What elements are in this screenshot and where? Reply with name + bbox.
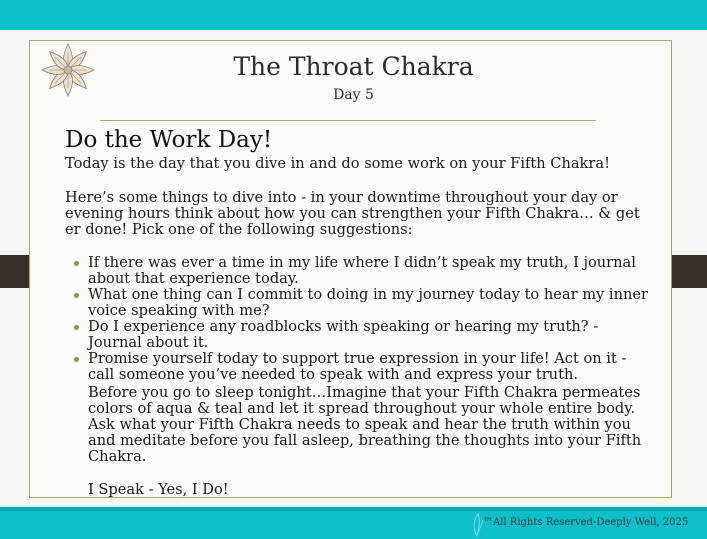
intro-text: Today is the day that you dive in and do some work on your Fifth Chakra!	[65, 155, 610, 172]
leaf-swirl-icon	[470, 511, 484, 537]
suggestion-text: What one thing can I commit to doing in my journey today to hear my inner voice speaking with me?	[88, 286, 649, 319]
list-item	[74, 319, 654, 351]
bullet-icon	[74, 261, 79, 266]
list-item	[74, 287, 654, 319]
suggestion-text: Promise yourself today to support true expression in your life! Act on it - call someone you’ve needed to speak with and express your truth.	[88, 350, 627, 383]
suggestion-list	[74, 255, 654, 383]
title-divider	[100, 120, 596, 121]
bottom-band-edge	[0, 507, 707, 511]
slide-title: The Throat Chakra	[233, 52, 474, 81]
meditation-text: Before you go to sleep tonight…Imagine that your Fifth Chakra permeates colors of aqua & teal and let it spread throughout your whole entire body. Ask what your Fifth Chakra needs to speak and hear the truth within you and meditate before you fall asleep, breathing the thoughts into your Fifth Chakra.	[88, 384, 642, 465]
suggestion-text: If there was ever a time in my life where I didn’t speak my truth, I journal about that experience today.	[88, 254, 636, 287]
top-teal-band	[0, 0, 707, 30]
list-item	[74, 351, 654, 383]
suggestion-text: Do I experience any roadblocks with speaking or hearing my truth? - Journal about it.	[88, 318, 599, 351]
bullet-icon	[74, 293, 79, 298]
slide-subtitle: Day 5	[333, 87, 374, 103]
right-side-tab	[669, 255, 707, 288]
section-heading: Do the Work Day!	[65, 127, 273, 153]
bullet-icon	[74, 357, 79, 362]
bullet-icon	[74, 325, 79, 330]
body-paragraph: Here’s some things to dive into - in your downtime throughout your day or evening hours think about how you can strengthen your Fifth Chakra… & get er done! Pick one of the following suggestions:	[65, 189, 640, 238]
closing-affirmation: I Speak - Yes, I Do!	[88, 481, 229, 498]
copyright-footer: ™All Rights Reserved-Deeply Well, 2025	[483, 517, 689, 528]
list-item	[74, 255, 654, 287]
